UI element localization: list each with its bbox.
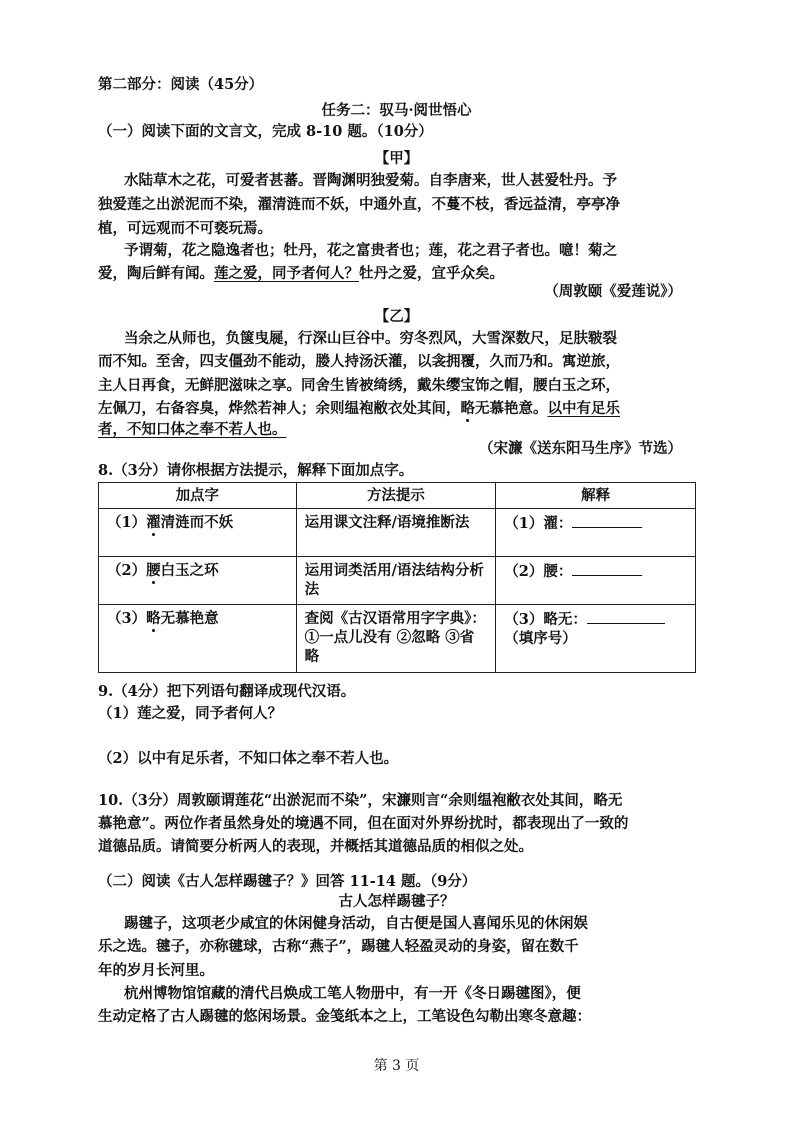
answer-blank[interactable] [572, 561, 642, 576]
table-header-cell: 解释 [496, 483, 696, 509]
article-line-2: 乐之选。毽子，亦称毽球，古称“燕子”，踢毽人轻盈灵动的身姿，留在数千 [98, 938, 579, 955]
jia-underlined-sentence: 莲之爱，同予者何人？ [214, 265, 359, 282]
section-header: 第二部分：阅读（45分） [98, 76, 264, 93]
answer-label: （3）略无： [504, 611, 587, 628]
q9-sentence-1: （1）莲之爱，同予者何人？ [98, 705, 283, 722]
jia-line-2: 独爱莲之出淤泥而不染，濯清涟而不妖，中通外直，不蔓不枝，香远益清，亭亭净 [98, 196, 620, 213]
q8-table [98, 482, 696, 673]
q9-sentence-2: （2）以中有足乐者，不知口体之奉不若人也。 [98, 750, 399, 767]
part2-heading: （二）阅读《古人怎样踢毽子？》回答 11-14 题。（9分） [98, 873, 477, 890]
task-title: 任务二：驭马·阅世悟心 [321, 102, 472, 119]
yi-underlined-sentence-end: 者，不知口体之奉不若人也。 [98, 421, 287, 438]
phrase-rest: 无慕艳意 [160, 610, 219, 627]
answer-blank[interactable] [587, 609, 665, 624]
yi-line-4-pre: 左佩刀，右备容臭，烨然若神人；余则缊袍敝衣处其间， [98, 400, 461, 417]
q10-line-1: 10.（3分）周敦颐谓莲花“出淤泥而不染”，宋濂则言“余则缊袍敝衣处其间，略无 [98, 792, 623, 809]
table-header-cell: 方法提示 [296, 483, 496, 509]
table-row [99, 509, 696, 557]
table-cell-word [99, 557, 297, 605]
jia-line-3: 植，可远观而不可亵玩焉。 [98, 220, 272, 237]
dotted-char: 濯 [146, 514, 161, 531]
table-header-cell: 加点字 [99, 483, 297, 509]
row-number: （2） [107, 562, 147, 579]
yi-line-2: 而不知。至舍，四支僵劲不能动，媵人持汤沃灌，以衾拥覆，久而乃和。寓逆旅， [98, 353, 620, 370]
jia-source: （周敦颐《爱莲说》） [544, 283, 682, 300]
table-cell-hint: 运用词类活用/语法结构分析法 [296, 557, 496, 605]
table-cell-hint: 查阅《古汉语常用字字典》：①一点儿没有 ②忽略 ③省略 [296, 605, 496, 673]
table-cell-word [99, 509, 297, 557]
article-title: 古人怎样踢毽子？ [338, 893, 455, 910]
yi-source: （宋濂《送东阳马生序》节选） [479, 440, 682, 457]
q9-stem: 9.（4分）把下列语句翻译成现代汉语。 [98, 683, 356, 700]
page-number: 第 3 页 [373, 1058, 420, 1074]
yi-line-5 [98, 421, 287, 439]
dotted-char: 略 [460, 400, 475, 417]
q8-stem: 8.（3分）请你根据方法提示，解释下面加点字。 [98, 462, 414, 479]
table-row [99, 605, 696, 673]
jia-line-4: 予谓菊，花之隐逸者也；牡丹，花之富贵者也；莲，花之君子者也。噫！菊之 [124, 242, 617, 259]
yi-underlined-sentence-start: 以中有足乐 [547, 400, 620, 417]
table-cell-answer [496, 605, 696, 673]
article-line-1: 踢毽子，这项老少咸宜的休闲健身活动，自古便是国人喜闻乐见的休闲娱 [124, 915, 588, 932]
q10-line-2: 慕艳意”。两位作者虽然身处的境遇不同，但在面对外界纷扰时，都表现出了一致的 [98, 815, 629, 832]
article-line-5: 生动定格了古人踢毽的悠闲场景。金笺纸本之上，工笔设色勾勒出寒冬意趣： [98, 1008, 591, 1025]
dotted-char: 腰 [146, 562, 161, 579]
answer-suffix: （填序号） [504, 630, 577, 647]
table-cell-answer [496, 557, 696, 605]
yi-line-4-mid: 无慕艳意。 [475, 400, 548, 417]
table-header-row [99, 483, 696, 509]
yi-line-1: 当余之从师也，负箧曳屣，行深山巨谷中。穷冬烈风，大雪深数尺，足肤皲裂 [124, 330, 617, 347]
table-cell-hint: 运用课文注释/语境推断法 [296, 509, 496, 557]
jia-line-5-pre: 爱，陶后鲜有闻。 [98, 265, 214, 282]
article-line-4: 杭州博物馆馆藏的清代吕焕成工笔人物册中，有一开《冬日踢毽图》，便 [124, 985, 581, 1002]
answer-label: （1）濯： [504, 515, 573, 532]
row-number: （3） [107, 610, 147, 627]
table-cell-answer [496, 509, 696, 557]
phrase-rest: 白玉之环 [160, 562, 219, 579]
yi-label: 【乙】 [374, 308, 419, 325]
jia-line-5 [98, 265, 504, 283]
yi-line-3: 主人日再食，无鲜肥滋味之享。同舍生皆被绮绣，戴朱缨宝饰之帽，腰白玉之环， [98, 377, 620, 394]
jia-label: 【甲】 [374, 150, 419, 167]
table-cell-word [99, 605, 297, 673]
answer-blank[interactable] [572, 513, 642, 528]
part1-heading: （一）阅读下面的文言文，完成 8-10 题。（10分） [98, 123, 433, 140]
row-number: （1） [107, 514, 147, 531]
table-row [99, 557, 696, 605]
answer-label: （2）腰： [504, 563, 573, 580]
phrase-rest: 清涟而不妖 [160, 514, 234, 531]
jia-line-5-post: 牡丹之爱，宜乎众矣。 [359, 265, 504, 282]
jia-line-1: 水陆草木之花，可爱者甚蕃。晋陶渊明独爱菊。自李唐来，世人甚爱牡丹。予 [124, 172, 617, 189]
q10-line-3: 道德品质。请简要分析两人的表现，并概括其道德品质的相似之处。 [98, 838, 533, 855]
yi-line-4 [98, 400, 620, 418]
dotted-char: 略 [146, 610, 161, 627]
article-line-3: 年的岁月长河里。 [98, 962, 214, 979]
